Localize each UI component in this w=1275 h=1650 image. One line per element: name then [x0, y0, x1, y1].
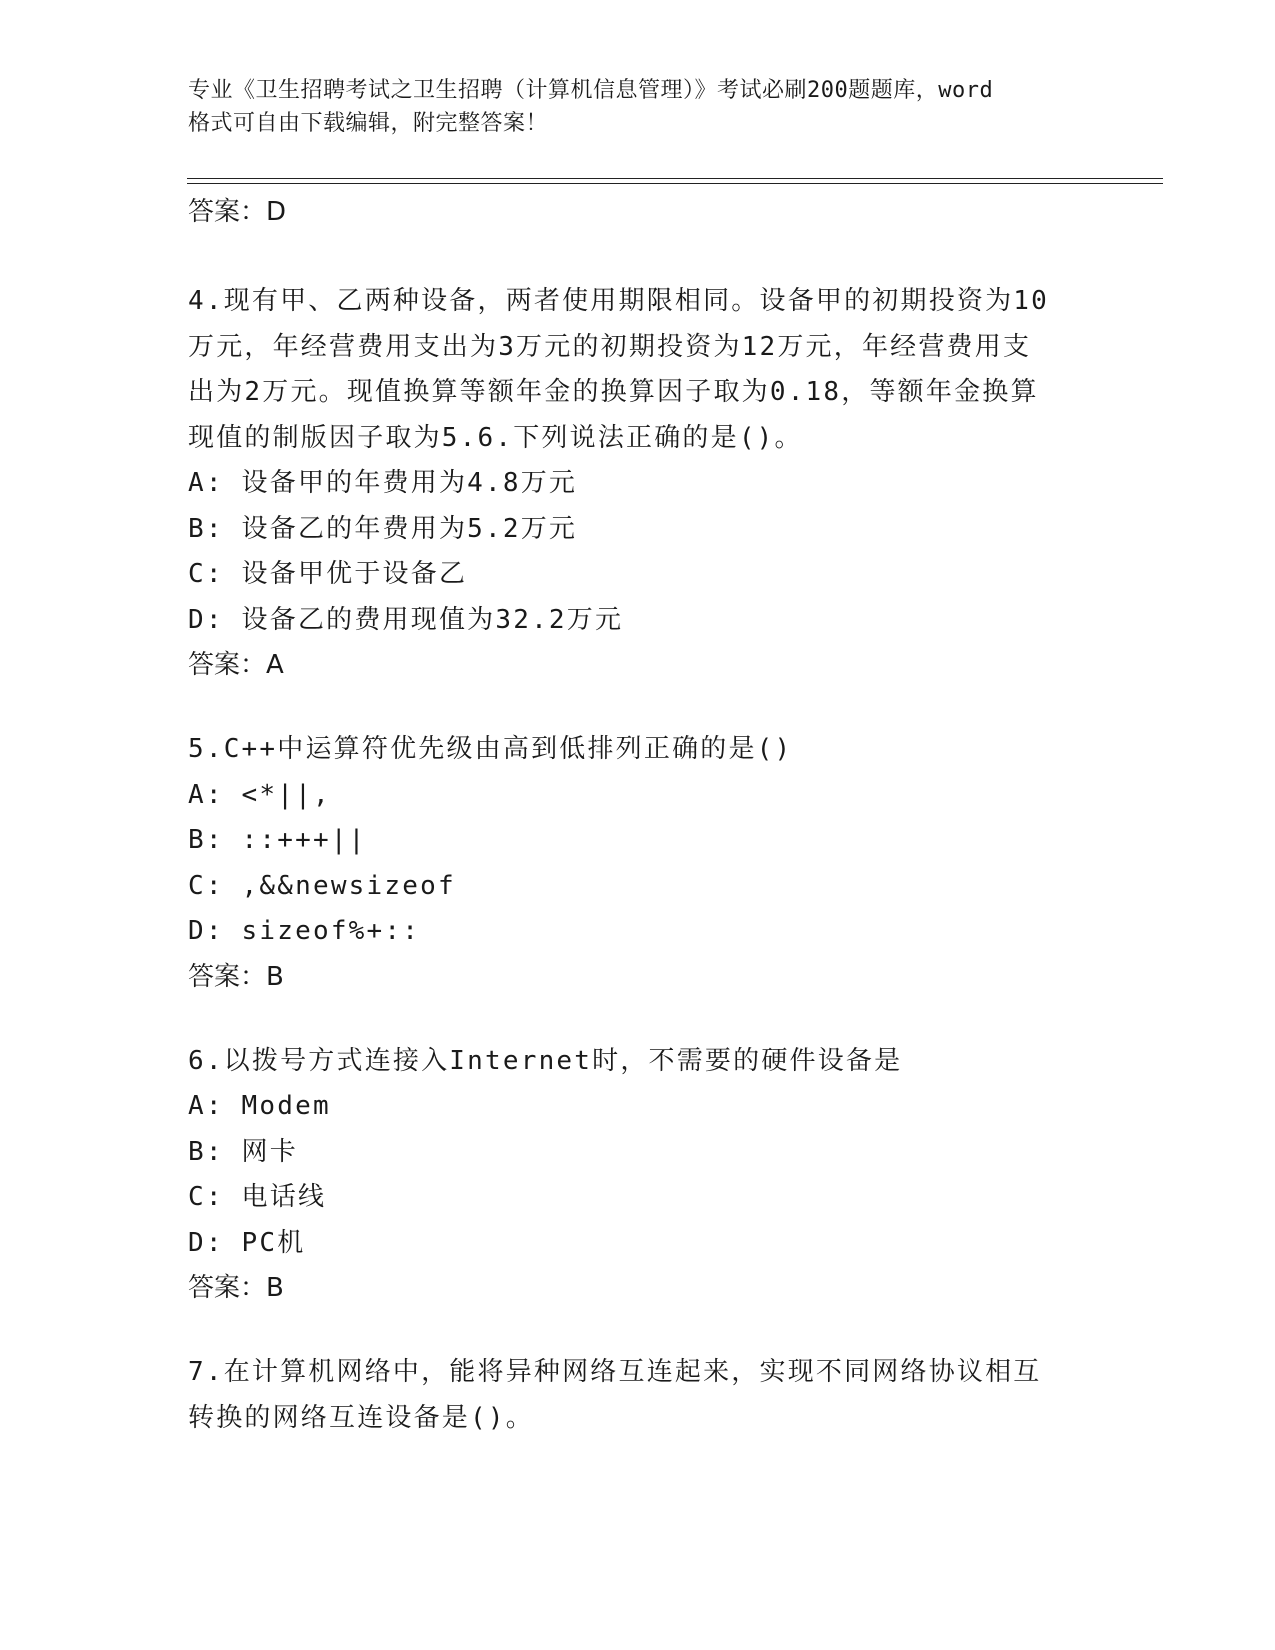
question-4-line-3: 出为2万元。现值换算等额年金的换算因子取为0.18，等额年金换算: [188, 377, 1039, 407]
question-6-option-b: B: 网卡: [188, 1136, 298, 1167]
question-5-option-b: B: ::+++||: [188, 825, 367, 855]
question-4-option-a: A: 设备甲的年费用为4.8万元: [188, 468, 578, 498]
question-6-line-1: 6.以拨号方式连接入Internet时，不需要的硬件设备是: [188, 1045, 903, 1076]
question-7-line-1: 7.在计算机网络中，能将异种网络互连起来，实现不同网络协议相互: [188, 1357, 1042, 1387]
question-7: [188, 1350, 1088, 1441]
header-divider-top: [187, 178, 1163, 179]
question-5: [188, 727, 1088, 999]
question-6: [188, 1039, 1088, 1311]
question-4-line-1: 4.现有甲、乙两种设备，两者使用期限相同。设备甲的初期投资为10: [188, 286, 1050, 316]
question-4-option-d: D: 设备乙的费用现值为32.2万元: [188, 604, 624, 635]
question-4-line-4: 现值的制版因子取为5.6.下列说法正确的是()。: [188, 422, 803, 453]
question-4: [188, 279, 1088, 687]
question-5-option-c: C: ,&&newsizeof: [188, 870, 456, 901]
question-4-option-c: C: 设备甲优于设备乙: [188, 559, 468, 589]
header-divider-bottom: [187, 183, 1163, 184]
question-4-answer: 答案：A: [188, 650, 284, 680]
question-7-line-2: 转换的网络互连设备是()。: [188, 1402, 534, 1433]
question-4-line-2: 万元，年经营费用支出为3万元的初期投资为12万元，年经营费用支: [188, 331, 1032, 362]
question-6-option-c: C: 电话线: [188, 1182, 327, 1212]
previous-answer: 答案：D: [188, 197, 287, 227]
header-line-1: 专业《卫生招聘考试之卫生招聘（计算机信息管理）》考试必刷200题题库，word: [188, 78, 994, 103]
header-line-2: 格式可自由下载编辑，附完整答案！: [188, 111, 549, 136]
question-5-line-1: 5.C++中运算符优先级由高到低排列正确的是(): [188, 734, 793, 764]
question-6-option-d: D: PC机: [188, 1227, 306, 1258]
question-5-option-a: A: <*||,: [188, 779, 331, 810]
document-body: [188, 190, 1088, 1441]
document-header: [188, 74, 1088, 140]
question-6-answer: 答案：B: [188, 1273, 284, 1303]
question-4-option-b: B: 设备乙的年费用为5.2万元: [188, 513, 578, 544]
question-5-answer: 答案：B: [188, 961, 284, 992]
question-6-option-a: A: Modem: [188, 1091, 331, 1121]
question-5-option-d: D: sizeof%+::: [188, 916, 421, 946]
